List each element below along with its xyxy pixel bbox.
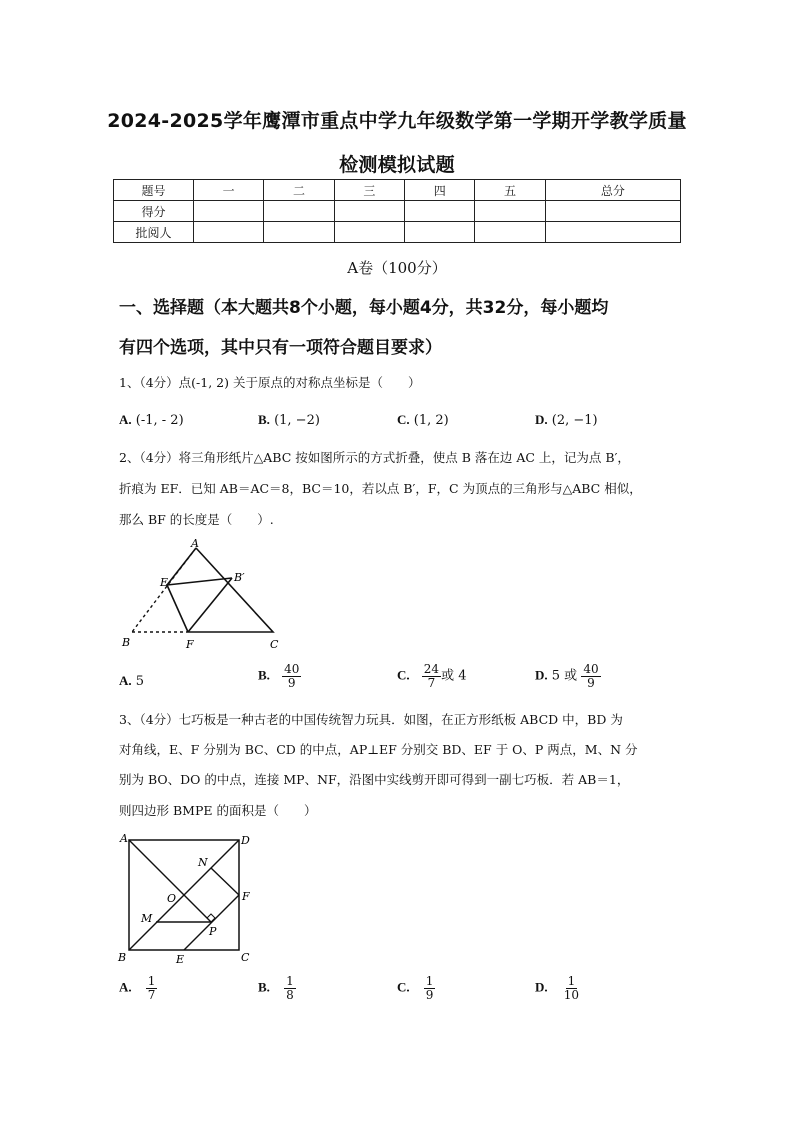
label-b: B bbox=[122, 636, 131, 649]
q1-text: 1、（4分）点(-1, 2) 关于原点的对称点坐标是（ ） bbox=[119, 375, 421, 390]
q3-line1: 3、（4分）七巧板是一种古老的中国传统智力玩具．如图，在正方形纸板 ABCD 中，BD 为 bbox=[119, 712, 623, 727]
q2-triangle-figure bbox=[110, 538, 300, 656]
part1-heading-line2: 有四个选项，其中只有一项符合题目要求） bbox=[119, 338, 442, 358]
label-a: A bbox=[120, 832, 128, 845]
score-cell bbox=[545, 201, 680, 222]
row-label: 得分 bbox=[114, 201, 194, 222]
q2-line2: 折痕为 EF．已知 AB＝AC＝8，BC＝10，若以点 B′，F，C 为顶点的三角形与△ABC 相似， bbox=[119, 481, 642, 496]
q2-line1: 2、（4分）将三角形纸片△ABC 按如图所示的方式折叠，使点 B 落在边 AC 上，记为点 B′， bbox=[119, 450, 630, 465]
fraction: $\frac{24}{7}$ bbox=[423, 662, 440, 690]
score-cell bbox=[264, 222, 334, 243]
q3-option-d: D. $\frac{1}{10}$ bbox=[535, 974, 580, 1002]
header-cell: 三 bbox=[334, 180, 404, 201]
score-cell bbox=[405, 201, 475, 222]
score-table-reviewer-row bbox=[114, 222, 681, 243]
label-f: F bbox=[242, 890, 250, 903]
score-cell bbox=[405, 222, 475, 243]
label-c: C bbox=[270, 638, 279, 651]
q1-option-c: C. (1, 2) bbox=[397, 412, 449, 428]
score-cell bbox=[545, 222, 680, 243]
part1-heading-line1: 一、选择题（本大题共8个小题，每小题4分，共32分，每小题均 bbox=[119, 298, 609, 318]
label-p: P bbox=[209, 925, 217, 938]
label-f: F bbox=[186, 638, 194, 651]
q3-option-a: A. $\frac{1}{7}$ bbox=[119, 974, 156, 1002]
score-cell bbox=[475, 201, 545, 222]
fraction: $\frac{40}{9}$ bbox=[583, 662, 599, 690]
header-cell: 总分 bbox=[545, 180, 680, 201]
edge-b1f bbox=[188, 578, 232, 632]
score-cell bbox=[334, 201, 404, 222]
label-e: E bbox=[176, 953, 185, 966]
label-b: B bbox=[118, 951, 127, 964]
q3-line4: 则四边形 BMPE 的面积是（ ） bbox=[119, 803, 317, 818]
header-cell: 一 bbox=[194, 180, 264, 201]
label-d: D bbox=[241, 834, 250, 847]
q3-line3: 别为 BO、DO 的中点，连接 MP、NF，沿图中实线剪开即可得到一副七巧板．若 AB＝1， bbox=[119, 772, 630, 787]
q3-option-c: C. $\frac{1}{9}$ bbox=[397, 974, 434, 1002]
q2-option-b: B. $\frac{40}{9}$ bbox=[258, 662, 300, 690]
header-cell: 五 bbox=[475, 180, 545, 201]
label-c: C bbox=[241, 951, 250, 964]
edge-eb1 bbox=[167, 578, 232, 585]
q3-option-b: B. $\frac{1}{8}$ bbox=[258, 974, 294, 1002]
header-cell: 二 bbox=[264, 180, 334, 201]
label-o: O bbox=[167, 892, 177, 905]
fraction: $\frac{1}{7}$ bbox=[147, 974, 156, 1002]
exam-title-line1: 2024-2025学年鹰潭市重点中学九年级数学第一学期开学教学质量 bbox=[107, 110, 687, 132]
q3-line2: 对角线，E、F 分别为 BC、CD 的中点，AP⊥EF 分别交 BD、EF 于 O、P 两点，M、N 分 bbox=[119, 742, 638, 757]
q2-line3: 那么 BF 的长度是（ ）. bbox=[119, 512, 274, 527]
label-n: N bbox=[198, 856, 208, 869]
fraction: $\frac{1}{9}$ bbox=[425, 974, 434, 1002]
q1-option-a: A. (-1, - 2) bbox=[119, 412, 184, 428]
fraction: $\frac{40}{9}$ bbox=[284, 662, 300, 690]
fraction: $\frac{1}{10}$ bbox=[563, 974, 580, 1002]
triangle-solid-edges bbox=[188, 548, 273, 632]
score-table-score-row bbox=[114, 201, 681, 222]
q3-tangram-figure bbox=[112, 830, 262, 968]
exam-title-line2: 检测模拟试题 bbox=[339, 154, 455, 176]
label-m: M bbox=[141, 912, 153, 925]
score-cell bbox=[334, 222, 404, 243]
label-b-prime: B′ bbox=[234, 571, 245, 584]
header-cell: 题号 bbox=[114, 180, 194, 201]
score-table-header-row bbox=[114, 180, 681, 201]
edge-ae bbox=[167, 548, 196, 585]
score-cell bbox=[194, 222, 264, 243]
row-label: 批阅人 bbox=[114, 222, 194, 243]
fraction: $\frac{1}{8}$ bbox=[286, 974, 294, 1002]
line-nf bbox=[211, 868, 239, 895]
q2-option-d: D. 5 或 $\frac{40}{9}$ bbox=[535, 662, 599, 690]
score-table bbox=[113, 179, 681, 243]
section-a-heading: A卷（100分） bbox=[347, 259, 447, 277]
label-e: E bbox=[160, 576, 169, 589]
score-cell bbox=[475, 222, 545, 243]
q1-option-b: B. (1, −2) bbox=[258, 412, 320, 428]
q1-option-d: D. (2, −1) bbox=[535, 412, 598, 428]
score-cell bbox=[194, 201, 264, 222]
score-cell bbox=[264, 201, 334, 222]
header-cell: 四 bbox=[405, 180, 475, 201]
label-a: A bbox=[191, 538, 199, 550]
q2-option-a: A. 5 bbox=[119, 673, 145, 689]
fold-line-ef bbox=[167, 585, 188, 632]
q2-option-c: C. $\frac{24}{7}$ 或 4 bbox=[397, 662, 467, 690]
